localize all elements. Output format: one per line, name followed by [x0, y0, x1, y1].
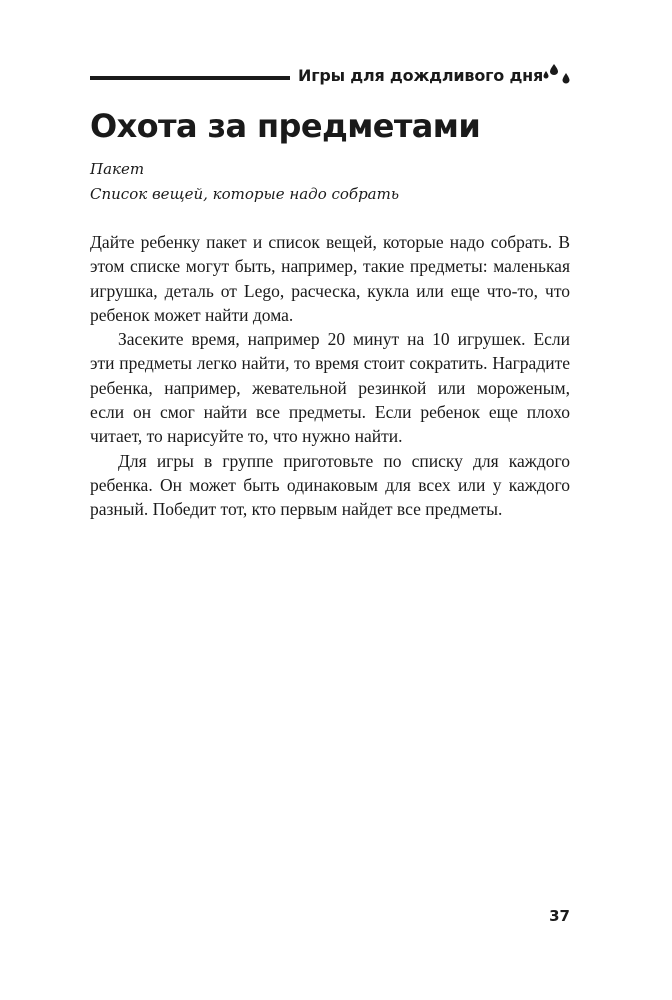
materials-item: Список вещей, которые надо собрать — [90, 185, 400, 203]
raindrops-icon — [542, 62, 574, 90]
paragraph: Для игры в группе приготовьте по списку для каждого ребенка. Он может быть одинаковым для всех или у каждого разный. Победит тот, кто первым найдет все предметы. — [90, 450, 570, 520]
running-header — [90, 62, 580, 90]
raindrop-icon — [563, 73, 570, 84]
raindrop-icon — [544, 71, 549, 79]
materials-item: Пакет — [90, 160, 145, 178]
page-number: 37 — [549, 907, 570, 925]
paragraph: Засеките время, например 20 минут на 10 игрушек. Если эти предметы легко найти, то время стоит сократить. Наградите ребенка, например, жевательной резинкой или мороженым, если он смог найти все предметы. Если ребенок еще плохо читает, то нарисуйте то, что нужно найти. — [90, 329, 570, 447]
page-title: Охота за предметами — [90, 107, 481, 145]
section-title: Игры для дождливого дня — [298, 66, 544, 85]
materials-list — [90, 157, 580, 207]
body-text — [90, 230, 570, 522]
header-rule — [90, 76, 290, 80]
paragraph: Дайте ребенку пакет и список вещей, которые надо собрать. В этом списке могут быть, например, такие предметы: маленькая игрушка, деталь от Lego, расческа, кукла или еще что-то, что ребенок может найти дома. — [90, 232, 570, 325]
raindrop-icon — [550, 64, 558, 75]
